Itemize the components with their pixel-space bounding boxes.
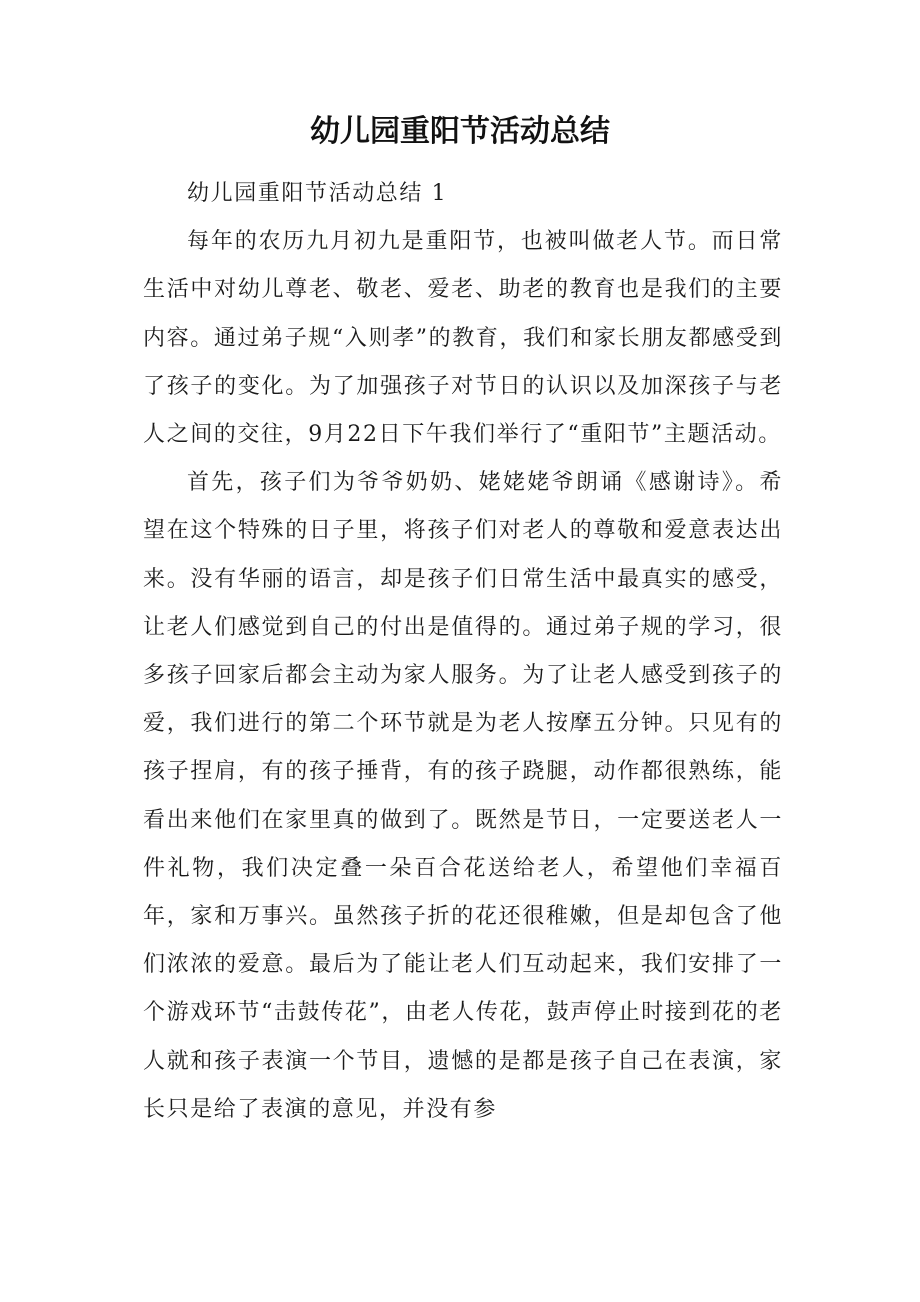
paragraph: 每年的农历九月初九是重阳节，也被叫做老人节。而日常生活中对幼儿尊老、敬老、爱老、助老的教育也是我们的主要内容。通过弟子规“入则孝”的教育，我们和家长朋友都感受到了孩子的变化。为了加强孩子对节日的认识以及加深孩子与老人之间的交往，9月22日下午我们举行了“重阳节”主题活动。 bbox=[143, 229, 783, 448]
document-title: 幼儿园重阳节活动总结 bbox=[310, 114, 610, 149]
section-heading: 幼儿园重阳节活动总结 1 bbox=[187, 181, 448, 206]
document-body bbox=[143, 170, 783, 1134]
paragraph: 首先，孩子们为爷爷奶奶、姥姥姥爷朗诵《感谢诗》。希望在这个特殊的日子里，将孩子们对老人的尊敬和爱意表达出来。没有华丽的语言，却是孩子们日常生活中最真实的感受，让老人们感觉到自己的付出是值得的。通过弟子规的学习，很多孩子回家后都会主动为家人服务。为了让老人感受到孩子的爱，我们进行的第二个环节就是为老人按摩五分钟。只见有的孩子捏肩，有的孩子捶背，有的孩子跷腿，动作都很熟练，能看出来他们在家里真的做到了。既然是节日，一定要送老人一件礼物，我们决定叠一朵百合花送给老人，希望他们幸福百年，家和万事兴。虽然孩子折的花还很稚嫩，但是却包含了他们浓浓的爱意。最后为了能让老人们互动起来，我们安排了一个游戏环节“击鼓传花”，由老人传花，鼓声停止时接到花的老人就和孩子表演一个节目，遗憾的是都是孩子自己在表演，家长只是给了表演的意见，并没有参 bbox=[143, 470, 783, 1122]
